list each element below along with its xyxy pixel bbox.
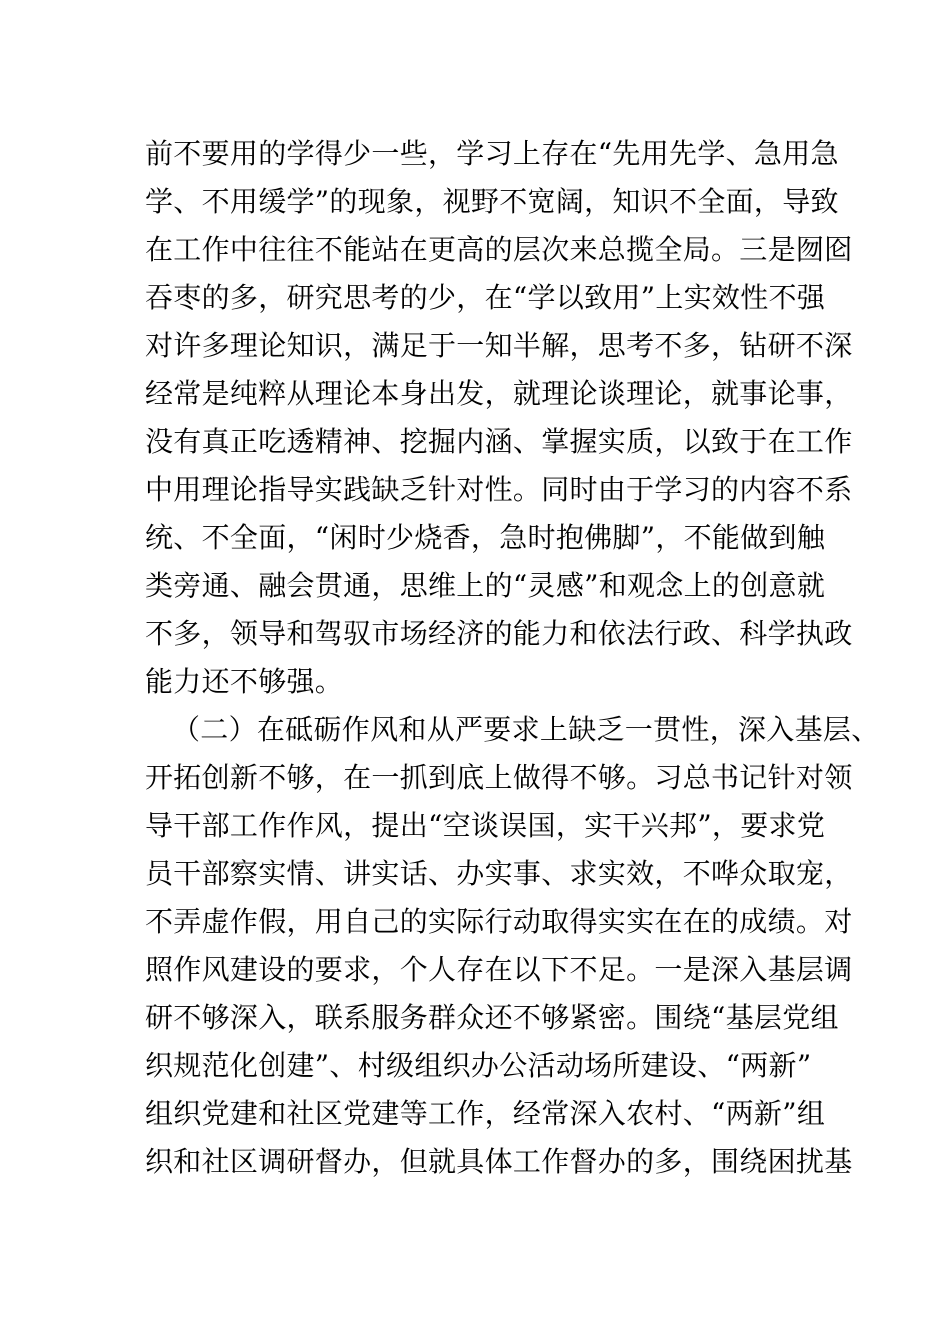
- text-line: 吞枣的多，研究思考的少，在“学以致用”上实效性不强: [145, 281, 826, 314]
- text-line: 研不够深入，联系服务群众还不够紧密。围绕“基层党组: [145, 1001, 839, 1034]
- text-line: 照作风建设的要求，个人存在以下不足。一是深入基层调: [145, 953, 853, 986]
- text-line: 中用理论指导实践缺乏针对性。同时由于学习的内容不系: [145, 473, 853, 506]
- text-line: 统、不全面，“闲时少烧香，急时抱佛脚”，不能做到触: [145, 521, 826, 554]
- text-line: 开拓创新不够，在一抓到底上做得不够。习总书记针对领: [145, 761, 853, 794]
- text-line: 不多，领导和驾驭市场经济的能力和依法行政、科学执政: [145, 617, 853, 650]
- text-line: 织和社区调研督办，但就具体工作督办的多，围绕困扰基: [145, 1145, 853, 1178]
- text-line: 在工作中往往不能站在更高的层次来总揽全局。三是囫囵: [145, 233, 853, 266]
- text-line: 类旁通、融会贯通，思维上的“灵感”和观念上的创意就: [145, 569, 826, 602]
- text-line: 对许多理论知识，满足于一知半解，思考不多，钻研不深: [145, 329, 853, 362]
- text-line: 员干部察实情、讲实话、办实事、求实效，不哗众取宠，: [145, 857, 853, 890]
- text-line: 组织党建和社区党建等工作，经常深入农村、“两新”组: [145, 1097, 826, 1130]
- text-line: 不弄虚作假，用自己的实际行动取得实实在在的成绩。对: [145, 905, 853, 938]
- text-line: 学、不用缓学”的现象，视野不宽阔，知识不全面，导致: [145, 185, 839, 218]
- text-line: 没有真正吃透精神、挖掘内涵、掌握实质，以致于在工作: [145, 425, 853, 458]
- text-line: 前不要用的学得少一些，学习上存在“先用先学、急用急: [145, 137, 839, 170]
- text-line: 织规范化创建”、村级组织办公活动场所建设、“两新”: [145, 1049, 812, 1082]
- text-line: 能力还不够强。: [145, 665, 344, 698]
- text-line: 导干部工作作风，提出“空谈误国，实干兴邦”，要求党: [145, 809, 826, 842]
- section-heading-line: （二）在砥砺作风和从严要求上缺乏一贯性，深入基层、: [172, 713, 880, 746]
- text-line: 经常是纯粹从理论本身出发，就理论谈理论，就事论事，: [145, 377, 853, 410]
